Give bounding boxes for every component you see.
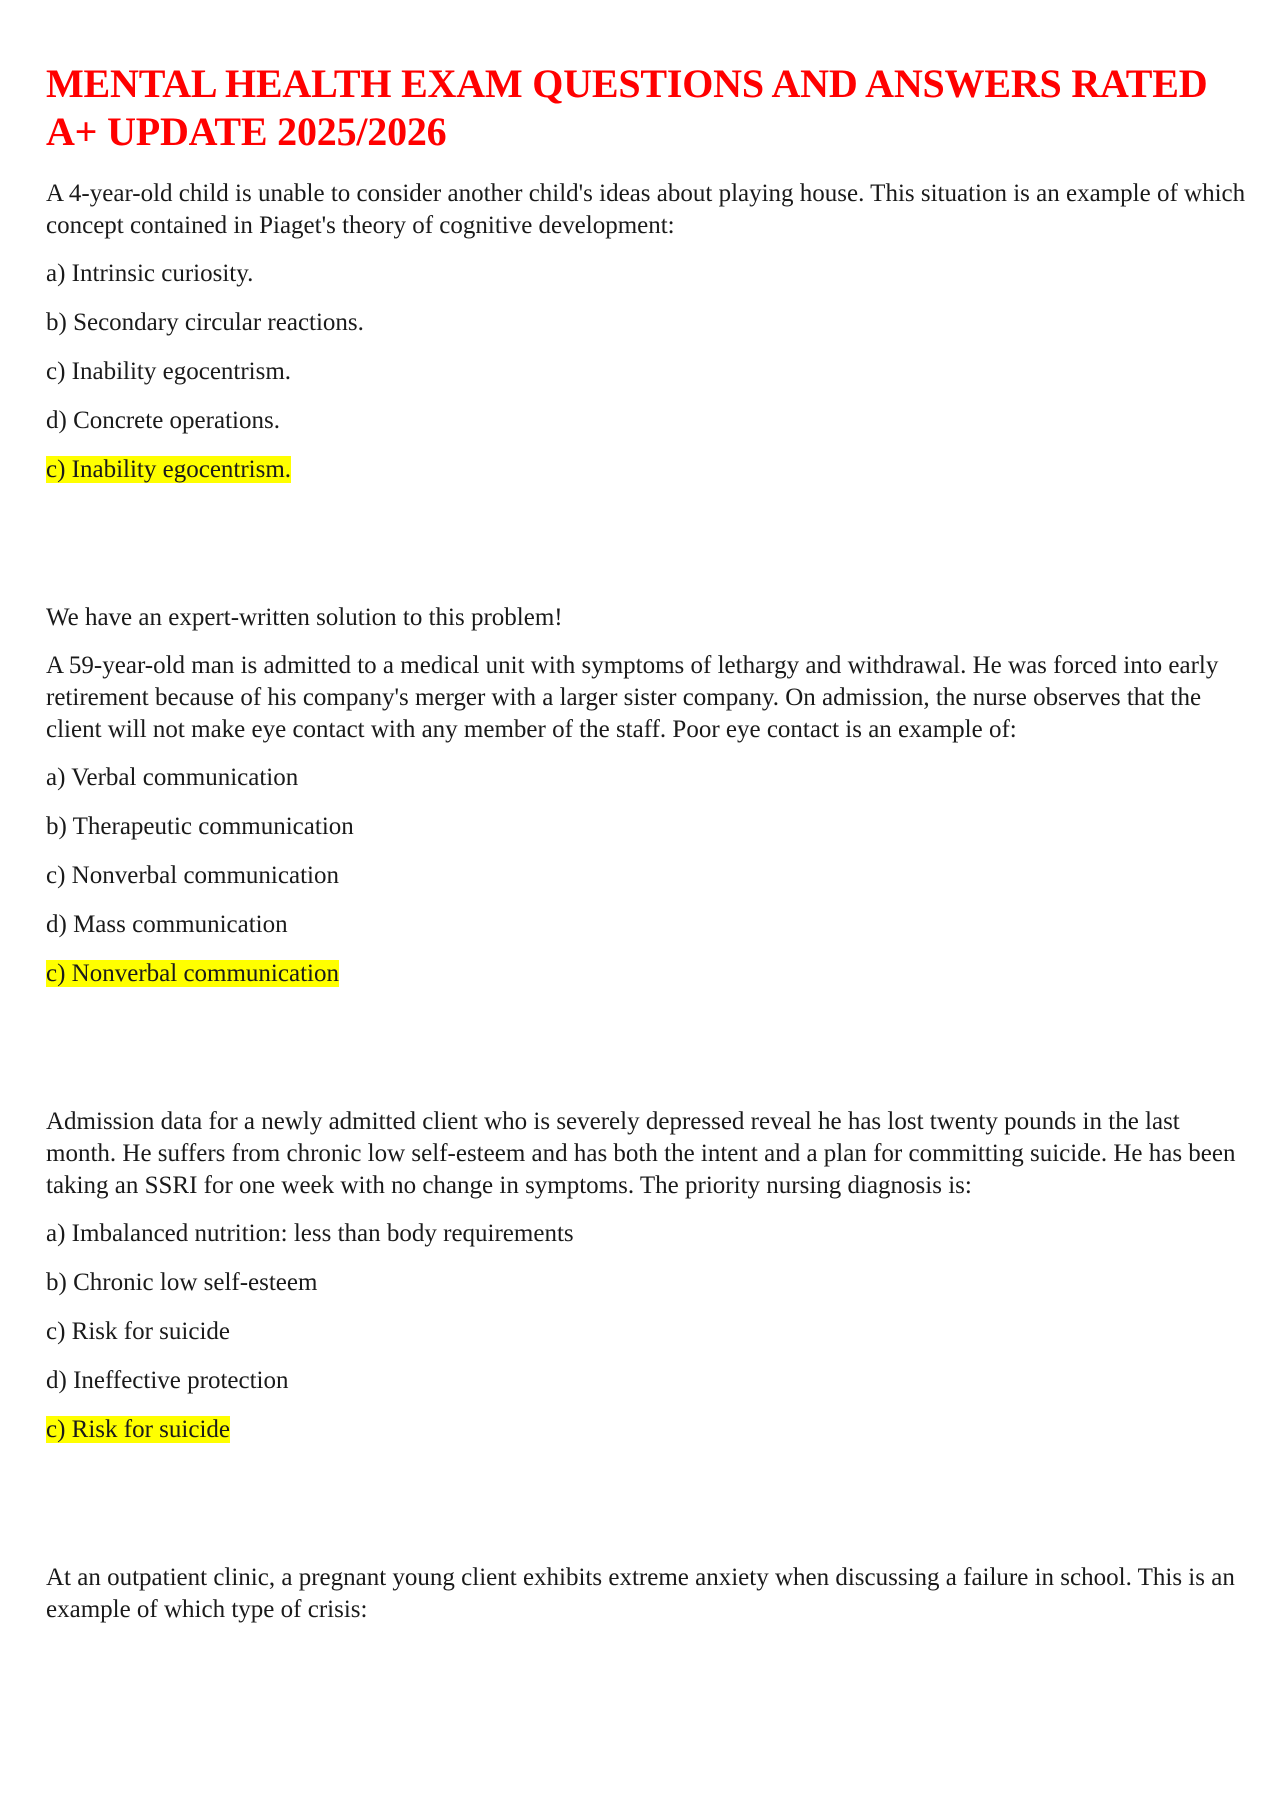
highlighted-answer	[46, 454, 1246, 486]
question-block-2	[46, 602, 1246, 990]
answer-text: c) Nonverbal communication	[46, 960, 339, 987]
answer-text: c) Risk for suicide	[46, 1416, 230, 1443]
spacer	[46, 1446, 1246, 1562]
spacer	[46, 486, 1246, 602]
option-b: b) Chronic low self-esteem	[46, 1269, 318, 1296]
document-page	[46, 60, 1246, 1642]
option-d: d) Mass communication	[46, 911, 288, 938]
question-text: A 4-year-old child is unable to consider another child's ideas about playing house. This situation is an example of which concept contained in Piaget's theory of cognitive development:	[46, 180, 1246, 239]
highlighted-answer	[46, 958, 1246, 990]
option-d: d) Concrete operations.	[46, 407, 280, 434]
answer-text: c) Inability egocentrism.	[46, 456, 292, 483]
option-b: b) Therapeutic communication	[46, 813, 354, 840]
option-b: b) Secondary circular reactions.	[46, 309, 364, 336]
option-a: a) Intrinsic curiosity.	[46, 260, 254, 287]
option-c: c) Inability egocentrism.	[46, 358, 292, 385]
solution-note: We have an expert-written solution to this problem!	[46, 604, 563, 631]
option-a: a) Verbal communication	[46, 764, 299, 791]
question-block-4	[46, 1562, 1246, 1626]
document-title: MENTAL HEALTH EXAM QUESTIONS AND ANSWERS RATED A+ UPDATE 2025/2026	[46, 61, 1208, 154]
question-text: A 59-year-old man is admitted to a medical unit with symptoms of lethargy and withdrawal. He was forced into early retirement because of his company's merger with a larger sister company. On admission, the nurse observes that the client will not make eye contact with any member of the staff. Poor eye contact is an example of:	[46, 652, 1219, 743]
question-block-1	[46, 178, 1246, 486]
question-text: Admission data for a newly admitted client who is severely depressed reveal he has lost twenty pounds in the last month. He suffers from chronic low self-esteem and has both the intent and a plan for committing suicide. He has been taking an SSRI for one week with no change in symptoms. The priority nursing diagnosis is:	[46, 1108, 1236, 1199]
highlighted-answer	[46, 1414, 1246, 1446]
spacer	[46, 990, 1246, 1106]
question-block-3	[46, 1106, 1246, 1446]
question-text: At an outpatient clinic, a pregnant young client exhibits extreme anxiety when discussing a failure in school. This is an example of which type of crisis:	[46, 1564, 1235, 1623]
option-c: c) Risk for suicide	[46, 1318, 230, 1345]
option-c: c) Nonverbal communication	[46, 862, 339, 889]
option-a: a) Imbalanced nutrition: less than body requirements	[46, 1220, 574, 1247]
option-d: d) Ineffective protection	[46, 1367, 289, 1394]
